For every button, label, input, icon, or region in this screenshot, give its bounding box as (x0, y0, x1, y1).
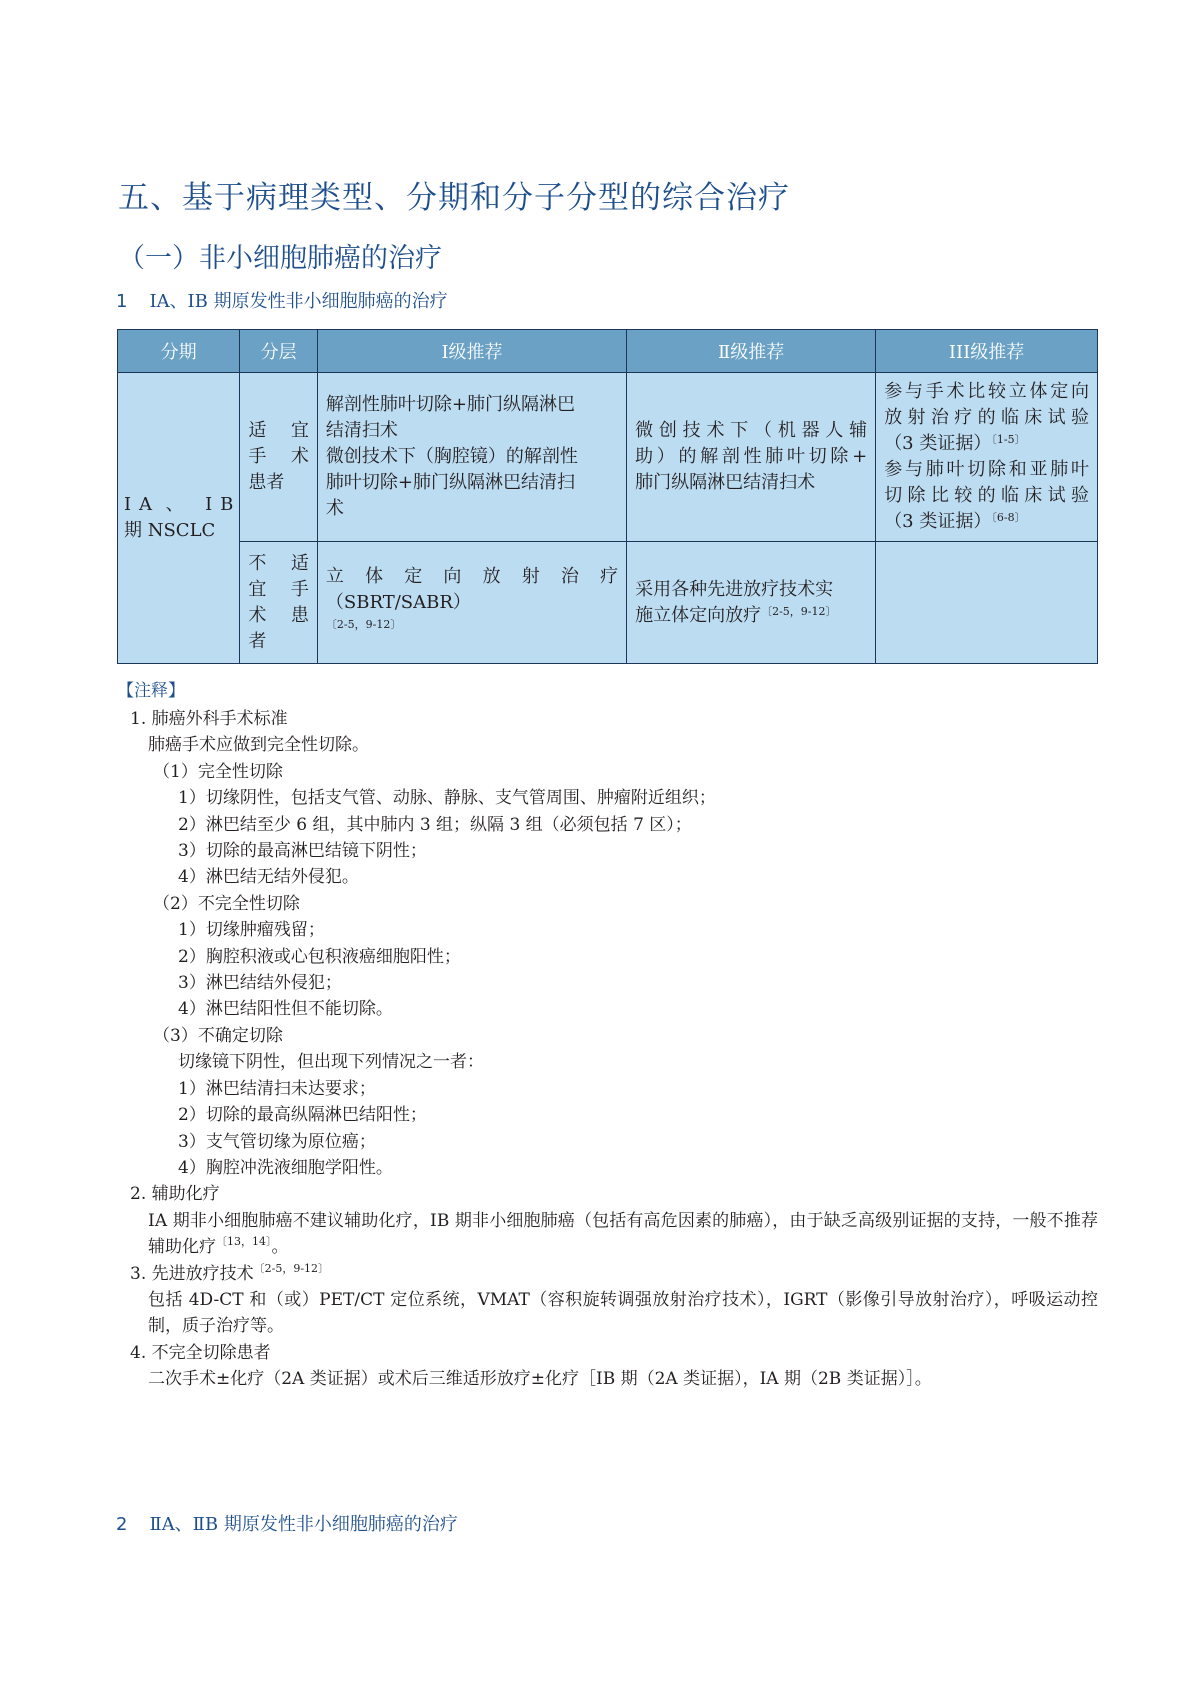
stage-line: ⅠA 、 ⅠB (124, 494, 234, 515)
table-row (118, 373, 1098, 542)
note-paragraph: 肺癌手术应做到完全性切除。 (148, 735, 369, 756)
note-paragraph: 二次手术±化疗（2A 类证据）或术后三维适形放疗±化疗［ⅠB 期（2A 类证据），ⅠA 期（2B 类证据）］。 (148, 1369, 932, 1390)
cell-line: 微创技术下（胸腔镜）的解剖性 (325, 446, 578, 467)
section-title: 五、基于病理类型、分期和分子分型的综合治疗 (118, 180, 790, 216)
cell-line: 微创技术下（机器人辅 (635, 420, 868, 441)
layer-line: 宜 手 (248, 578, 309, 600)
note-text: ⅠA 期非小细胞肺癌不建议辅助化疗，ⅠB 期非小细胞肺癌（包括有高危因素的肺癌），由于缺乏高级别证据的支持，一般不推荐辅助化疗 (148, 1210, 1098, 1258)
note-subheading: （3）不确定切除 (153, 1025, 283, 1046)
layer-line: 手 术 (248, 446, 309, 467)
header-layer: 分层 (240, 330, 318, 373)
list-item: 4）淋巴结无结外侵犯。 (178, 867, 359, 888)
level1-cell (317, 542, 626, 664)
note-paragraph: 切缘镜下阴性，但出现下列情况之一者： (178, 1052, 484, 1073)
layer-line: 不 适 (248, 552, 309, 574)
note-heading-text: 3. 先进放疗技术 (130, 1263, 254, 1284)
cell-line: 参与手术比较立体定向 (884, 381, 1089, 402)
level1-cell (317, 373, 626, 542)
list-item: 2）切除的最高纵隔淋巴结阳性； (178, 1105, 427, 1126)
note-heading: 2. 辅助化疗 (130, 1184, 220, 1205)
recommendation-table (117, 329, 1098, 664)
subsection-title: （一）非小细胞肺癌的治疗 (118, 243, 442, 274)
cell-line: 助）的解剖性肺叶切除+ (635, 446, 868, 467)
cell-line (326, 616, 618, 642)
topic-title: ⅡA、ⅡB 期原发性非小细胞肺癌的治疗 (149, 1514, 458, 1535)
list-item: 2）淋巴结至少 6 组，其中肺内 3 组；纵隔 3 组（必须包括 7 区）； (178, 814, 692, 835)
list-item: 2）胸腔积液或心包积液癌细胞阳性； (178, 946, 461, 967)
cell-line: 参与肺叶切除和亚肺叶 (884, 459, 1089, 480)
cell-line: 术 (325, 498, 344, 519)
note-subheading: （1）完全性切除 (153, 761, 283, 782)
cell-line: 肺门纵隔淋巴结清扫术 (635, 472, 816, 493)
list-item: 4）胸腔冲洗液细胞学阳性。 (178, 1157, 393, 1178)
list-item: 1）切缘阴性，包括支气管、动脉、静脉、支气管周围、肿瘤附近组织； (178, 788, 716, 809)
cell-line: 结清扫术 (325, 420, 398, 441)
reference-mark: 〔2-5，9-12〕 (325, 617, 402, 631)
layer-cell (240, 373, 318, 542)
list-item: 3）淋巴结结外侵犯； (178, 973, 342, 994)
list-item: 3）切除的最高淋巴结镜下阴性； (178, 841, 427, 862)
reference-mark: 〔2-5，9-12〕 (253, 1261, 330, 1275)
cell-line (884, 509, 1089, 535)
level2-cell (627, 542, 876, 664)
list-item: 1）切缘肿瘤残留； (178, 920, 325, 941)
header-level3: III级推荐 (876, 330, 1098, 373)
topic-heading-1 (116, 287, 448, 313)
table-row (118, 542, 1098, 664)
header-level2: Ⅱ级推荐 (627, 330, 876, 373)
topic-heading-2 (116, 1510, 458, 1536)
note-paragraph (0, 1208, 1200, 1261)
note-heading: 1. 肺癌外科手术标准 (130, 709, 288, 729)
stage-line: 期 NSCLC (124, 520, 216, 541)
note-paragraph: 包括 4D-CT 和（或）PET/CT 定位系统，VMAT（容积旋转调强放射治疗技术），IGRT（影像引导放射治疗），呼吸运动控制，质子治疗等。 (148, 1289, 1098, 1337)
cell-line: 解剖性肺叶切除+肺门纵隔淋巴 (325, 394, 576, 415)
topic-number: 1 (116, 291, 128, 312)
list-item: 1）淋巴结清扫未达要求； (178, 1078, 376, 1099)
layer-line: 术 患 (248, 604, 309, 626)
evidence-text: （3 类证据） (884, 511, 992, 532)
cell-line (635, 603, 867, 629)
note-text: 。 (271, 1237, 289, 1258)
layer-line: 患者 (248, 472, 285, 493)
reference-mark: 〔1-5〕 (991, 433, 1026, 446)
header-stage: 分期 (118, 330, 240, 373)
evidence-text: （3 类证据） (884, 433, 992, 454)
note-subheading: （2）不完全性切除 (153, 893, 300, 914)
cell-line: 采用各种先进放疗技术实 (635, 578, 834, 600)
reference-mark: 〔2-5，9-12〕 (761, 604, 837, 618)
topic-number: 2 (116, 1514, 128, 1535)
notes-title: 【注释】 (117, 681, 185, 701)
layer-line: 适 宜 (248, 420, 309, 441)
notes-body (0, 706, 1200, 1393)
layer-line: 者 (248, 630, 267, 652)
cell-text: 施立体定向放疗 (635, 604, 762, 626)
table-header-row (118, 330, 1098, 373)
stage-cell (118, 373, 240, 664)
note-heading (0, 1261, 1200, 1287)
topic-title: ⅠA、ⅠB 期原发性非小细胞肺癌的治疗 (149, 291, 448, 312)
list-item: 3）支气管切缘为原位癌； (178, 1131, 376, 1152)
note-heading: 4. 不完全切除患者 (130, 1342, 271, 1363)
cell-line: 放射治疗的临床试验 (884, 407, 1089, 428)
cell-line: 肺叶切除+肺门纵隔淋巴结清扫 (325, 472, 576, 493)
reference-mark: 〔13，14〕 (216, 1235, 272, 1249)
level2-cell (627, 373, 876, 542)
level3-cell (876, 542, 1098, 664)
cell-line (884, 431, 1089, 457)
reference-mark: 〔6-8〕 (991, 511, 1026, 524)
cell-line: （SBRT/SABR） (325, 591, 471, 613)
cell-line: 立体定向放射治疗 (325, 565, 619, 587)
list-item: 4）淋巴结阳性但不能切除。 (178, 999, 393, 1020)
level3-cell (876, 373, 1098, 542)
header-level1: Ⅰ级推荐 (317, 330, 626, 373)
cell-line: 切除比较的临床试验 (884, 485, 1089, 506)
layer-cell (240, 542, 318, 664)
